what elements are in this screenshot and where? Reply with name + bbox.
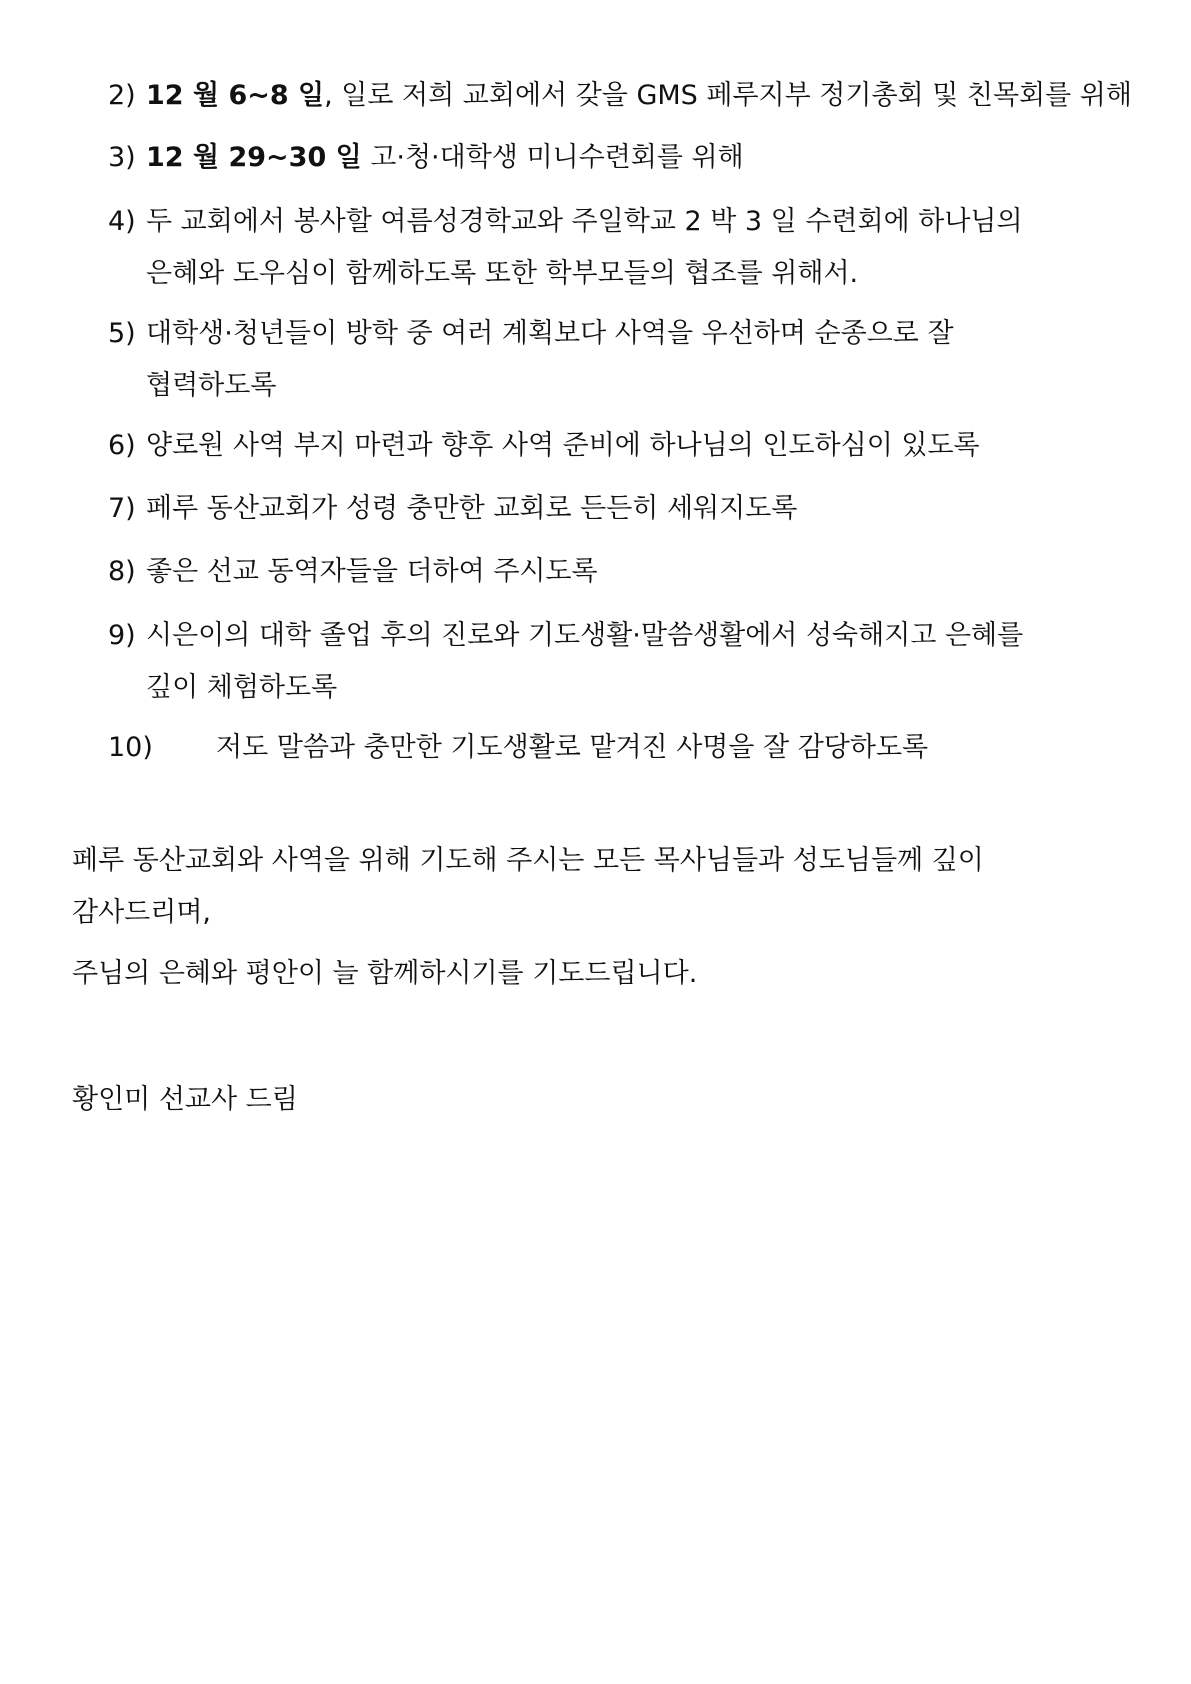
prayer-item-3 [108,132,744,184]
item-text: , 일로 저희 교회에서 갖을 GMS 페루지부 정기총회 및 친목회를 위해 [324,80,1132,111]
prayer-item-4 [108,196,1023,300]
prayer-item-2 [108,70,1132,122]
item-number: 3) [108,142,136,173]
signature: 황인미 선교사 드림 [72,1084,298,1115]
item-number: 8) [108,556,136,587]
item-text: 양로원 사역 부지 마련과 향후 사역 준비에 하나님의 인도하심이 있도록 [146,430,980,461]
item-text: 대학생·청년들이 방학 중 여러 계획보다 사역을 우선하며 순종으로 잘 [146,318,954,349]
item-date: 12 월 29~30 일 [146,142,362,173]
item-text: 고·청·대학생 미니수련회를 위해 [361,142,744,173]
prayer-item-5 [108,308,954,412]
blessing-paragraph: 주님의 은혜와 평안이 늘 함께하시기를 기도드립니다. [72,958,698,989]
item-text: 좋은 선교 동역자들을 더하여 주시도록 [146,556,598,587]
item-text-continued: 은혜와 도우심이 함께하도록 또한 학부모들의 협조를 위해서. [146,258,859,289]
item-text: 저도 말씀과 충만한 기도생활로 맡겨진 사명을 잘 감당하도록 [216,732,929,763]
item-text-continued: 깊이 체험하도록 [146,672,338,703]
item-text: 페루 동산교회가 성령 충만한 교회로 든든히 세워지도록 [146,493,798,524]
item-number: 2) [108,80,136,111]
prayer-item-7 [108,483,797,535]
item-number: 10) [108,732,153,763]
item-number: 4) [108,206,136,237]
prayer-item-10 [108,722,928,774]
item-text-continued: 협력하도록 [146,370,277,401]
item-number: 5) [108,318,136,349]
thanks-line-1: 페루 동산교회와 사역을 위해 기도해 주시는 모든 목사님들과 성도님들께 깊이 [72,845,984,876]
item-date: 12 월 6~8 일 [146,80,325,111]
item-number: 9) [108,620,136,651]
item-text: 시은이의 대학 졸업 후의 진로와 기도생활·말씀생활에서 성숙해지고 은혜를 [146,620,1024,651]
thanks-line-2: 감사드리며, [72,897,211,928]
item-number: 6) [108,430,136,461]
item-text: 두 교회에서 봉사할 여름성경학교와 주일학교 2 박 3 일 수련회에 하나님의 [146,206,1023,237]
prayer-item-9 [108,610,1023,714]
prayer-item-8 [108,546,598,598]
prayer-item-6 [108,420,980,472]
thanks-paragraph [72,835,984,939]
item-number: 7) [108,493,136,524]
